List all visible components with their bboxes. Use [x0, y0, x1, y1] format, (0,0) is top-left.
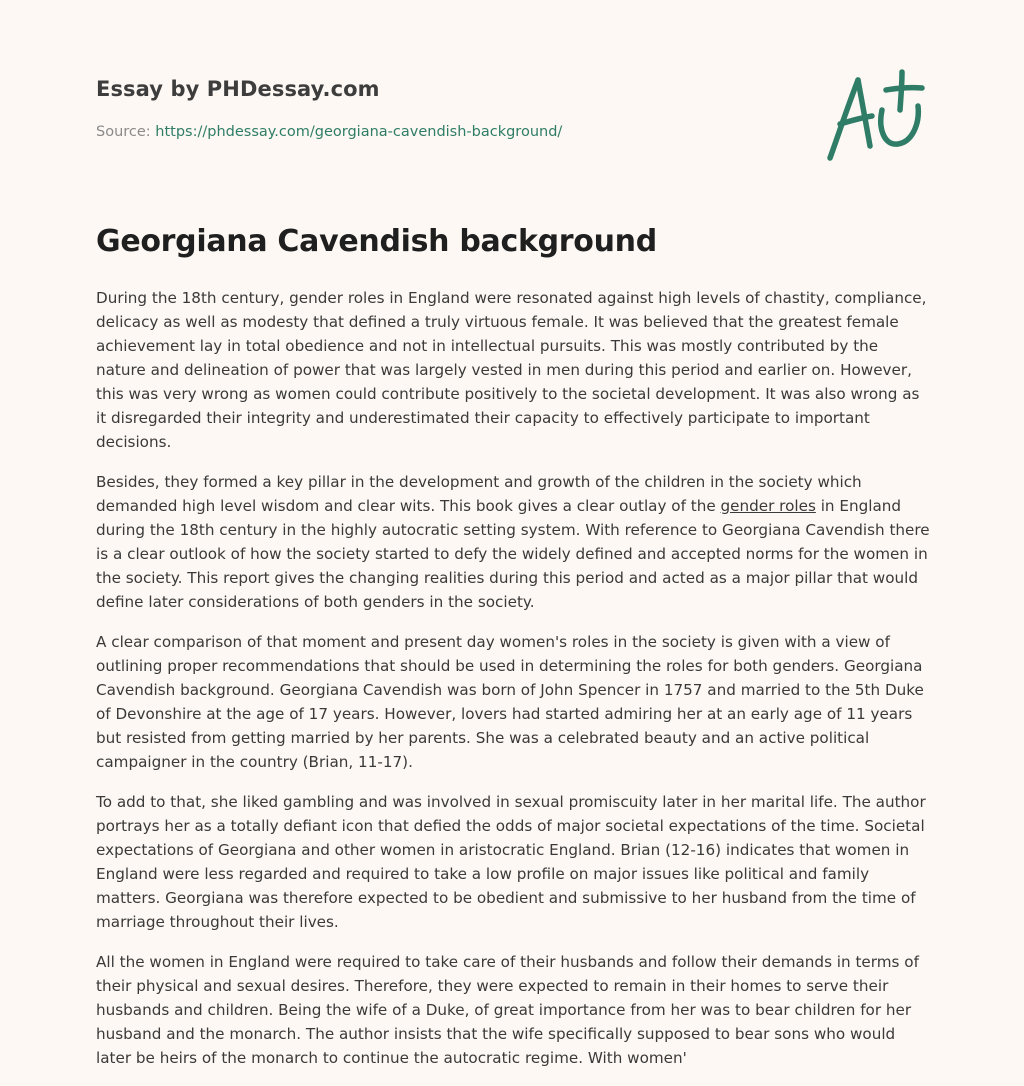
essay-paragraph-5: All the women in England were required to take care of their husbands and follow their demands in terms of their physical and sexual desires. Therefore, they were expected to remain in their homes to serve their husbands and children. Being the wife of a Duke, of great importance from her was to bear children for her husband and the monarch. The author insists that the wife specifically supposed to bear sons who would later be heirs of the monarch to continue the autocratic regime. With women': [96, 953, 919, 1067]
paragraph-2-text-before: Besides, they formed a key pillar in the development and growth of the children in the society which demanded high level wisdom and clear wits. This book gives a clear outlay of the: [96, 473, 862, 515]
site-title: Essay by PHDessay.com: [96, 77, 380, 101]
paragraph-2-text-after: in England during the 18th century in the highly autocratic setting system. With reference to Georgiana Cavendish there is a clear outlook of how the society started to defy the widely defined and accepted norms for the women in the society. This report gives the changing realities during this period and acted as a major pillar that would define later considerations of both genders in the society.: [96, 497, 930, 611]
source-link[interactable]: https://phdessay.com/georgiana-cavendish-background/: [155, 124, 563, 140]
essay-paragraph-2: [96, 470, 932, 614]
essay-title: Georgiana Cavendish background: [96, 224, 657, 259]
essay-paragraph-4: To add to that, she liked gambling and was involved in sexual promiscuity later in her marital life. The author portrays her as a totally defiant icon that defied the odds of major societal expectations of the time. Societal expectations of Georgiana and other women in aristocratic England. Brian (12-16) indicates that women in England were less regarded and required to take a low profile on major issues like political and family matters. Georgiana was therefore expected to be obedient and submissive to her husband from the time of marriage throughout their lives.: [96, 793, 926, 931]
essay-body: [96, 286, 932, 1086]
source-line: [96, 124, 562, 140]
source-label: Source:: [96, 124, 156, 140]
a-plus-logo: [820, 66, 930, 166]
essay-paragraph-1: During the 18th century, gender roles in England were resonated against high levels of chastity, compliance, delicacy as well as modesty that defined a truly virtuous female. It was believed that the greatest female achievement lay in total obedience and not in intellectual pursuits. This was mostly contributed by the nature and delineation of power that was largely vested in men during this period and earlier on. However, this was very wrong as women could contribute positively to the societal development. It was also wrong as it disregarded their integrity and underestimated their capacity to effectively participate to important decisions.: [96, 289, 927, 451]
gender-roles-link[interactable]: gender roles: [720, 497, 816, 515]
essay-paragraph-3: A clear comparison of that moment and present day women's roles in the society is given with a view of outlining proper recommendations that should be used in determining the roles for both genders. Georgiana Cavendish background. Georgiana Cavendish was born of John Spencer in 1757 and married to the 5th Duke of Devonshire at the age of 17 years. However, lovers had started admiring her at an early age of 11 years but resisted from getting married by her parents. She was a celebrated beauty and an active political campaigner in the country (Brian, 11-17).: [96, 633, 924, 771]
